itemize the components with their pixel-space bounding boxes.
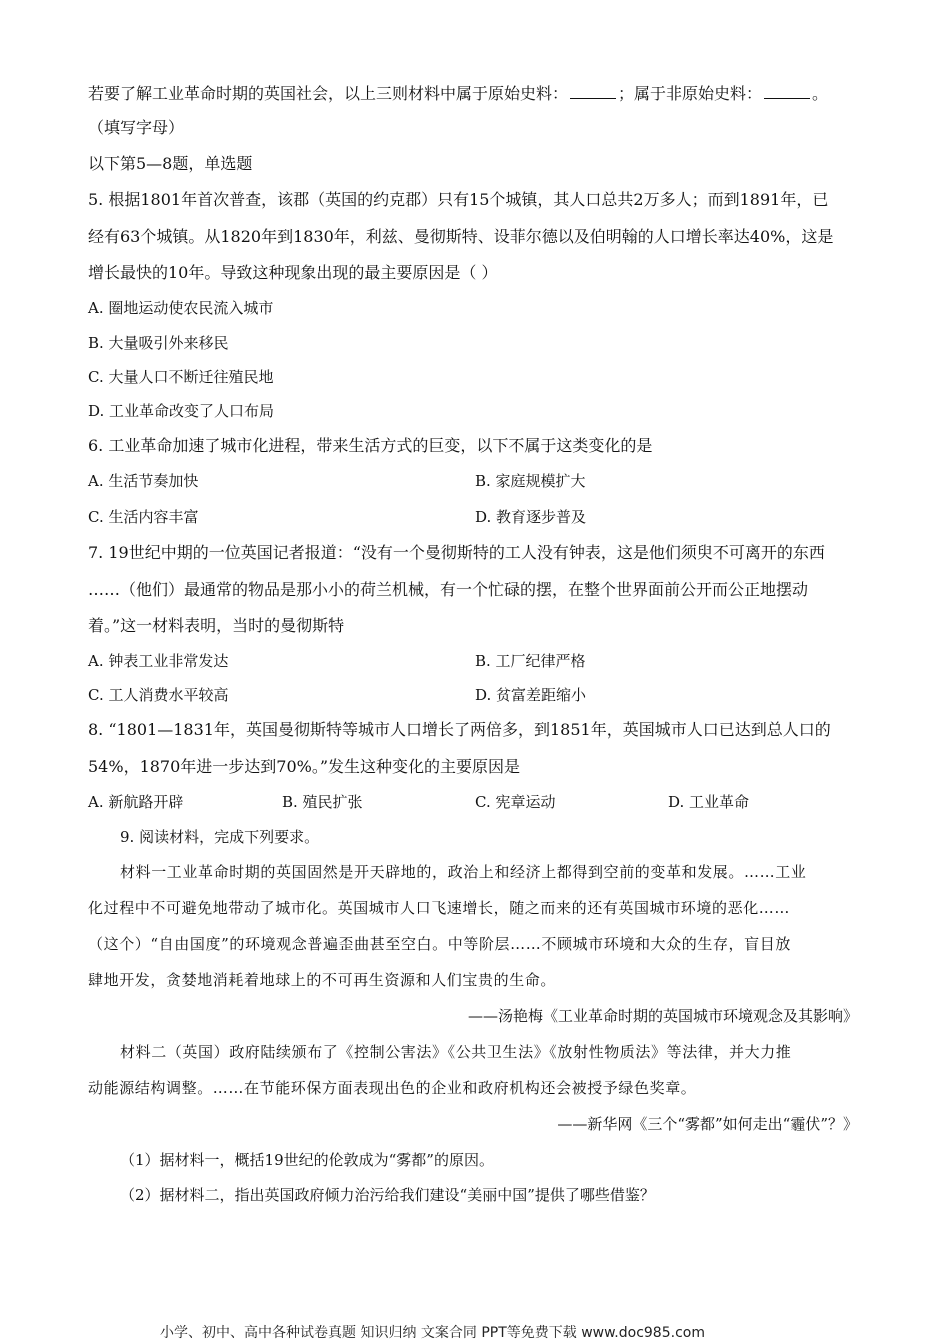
material-2-source: ——新华网《三个“雾都”如何走出“霾伏”？》 <box>557 1115 858 1133</box>
q8-option-c[interactable]: C. 宪章运动 <box>475 793 556 811</box>
q9-subquestion-2: （2）据材料二，指出英国政府倾力治污给我们建设“美丽中国”提供了哪些借鉴？ <box>120 1186 655 1204</box>
q7-option-d[interactable]: D. 贫富差距缩小 <box>475 686 587 704</box>
q8-stem-line-2: 54%，1870年进一步达到70%。”发生这种变化的主要原因是 <box>88 757 521 776</box>
q8-option-b[interactable]: B. 殖民扩张 <box>282 793 363 811</box>
q5-option-a[interactable]: A. 圈地运动使农民流入城市 <box>88 299 274 317</box>
material-1-line-1: 材料一工业革命时期的英国固然是开天辟地的，政治上和经济上都得到空前的变革和发展。……工业 <box>120 863 807 881</box>
material-1-line-3: （这个）“自由国度”的环境观念普遍歪曲甚至空白。中等阶层……不顾城市环境和大众的生存，盲目放 <box>88 935 791 953</box>
q7-stem-line-2: ……（他们）最通常的物品是那小小的荷兰机械，有一个忙碌的摆，在整个世界面前公开而公正地摆动 <box>88 580 809 599</box>
q6-option-b[interactable]: B. 家庭规模扩大 <box>475 472 586 490</box>
q6-option-c[interactable]: C. 生活内容丰富 <box>88 508 199 526</box>
q7-option-c[interactable]: C. 工人消费水平较高 <box>88 686 229 704</box>
intro-line-2: （填写字母） <box>88 118 185 137</box>
q5-stem-line-2: 经有63个城镇。从1820年到1830年，利兹、曼彻斯特、设菲尔德以及伯明翰的人口增长率达40%，这是 <box>88 227 834 246</box>
section-heading: 以下第5—8题，单选题 <box>88 154 253 173</box>
q7-stem-line-1: 7. 19世纪中期的一位英国记者报道：“没有一个曼彻斯特的工人没有钟表，这是他们须臾不可离开的东西 <box>88 543 825 562</box>
answer-blank-primary[interactable] <box>570 84 616 99</box>
q5-stem-line-1: 5. 根据1801年首次普查，该郡（英国的约克郡）只有15个城镇，其人口总共2万多人；而到1891年，已 <box>88 190 829 209</box>
q7-option-a[interactable]: A. 钟表工业非常发达 <box>88 652 229 670</box>
q7-stem-line-3: 着。”这一材料表明，当时的曼彻斯特 <box>88 616 345 635</box>
q9-title: 9. 阅读材料，完成下列要求。 <box>120 828 320 846</box>
q8-option-a[interactable]: A. 新航路开辟 <box>88 793 184 811</box>
material-1-source: ——汤艳梅《工业革命时期的英国城市环境观念及其影响》 <box>467 1007 858 1025</box>
intro-line-1: 若要了解工业革命时期的英国社会，以上三则材料中属于原始史料： ；属于非原始史料： 。 <box>88 84 829 103</box>
q7-option-b[interactable]: B. 工厂纪律严格 <box>475 652 586 670</box>
q5-option-c[interactable]: C. 大量人口不断迁往殖民地 <box>88 368 274 386</box>
q5-stem-line-3: 增长最快的10年。导致这种现象出现的最主要原因是（ ） <box>88 263 498 282</box>
q8-option-d[interactable]: D. 工业革命 <box>668 793 750 811</box>
q5-option-b[interactable]: B. 大量吸引外来移民 <box>88 334 229 352</box>
material-1-line-4: 肆地开发，贪婪地消耗着地球上的不可再生资源和人们宝贵的生命。 <box>88 971 557 989</box>
material-2-line-2: 动能源结构调整。……在节能环保方面表现出色的企业和政府机构还会被授予绿色奖章。 <box>88 1079 697 1097</box>
q9-subquestion-1: （1）据材料一，概括19世纪的伦敦成为“雾都”的原因。 <box>120 1151 494 1169</box>
page-footer: 小学、初中、高中各种试卷真题 知识归纳 文案合同 PPT等免费下载 www.doc985.com <box>160 1325 705 1341</box>
q5-option-d[interactable]: D. 工业革命改变了人口布局 <box>88 402 275 420</box>
q8-stem-line-1: 8. “1801—1831年，英国曼彻斯特等城市人口增长了两倍多，到1851年，英国城市人口已达到总人口的 <box>88 720 831 739</box>
answer-blank-secondary[interactable] <box>764 84 810 99</box>
q6-option-a[interactable]: A. 生活节奏加快 <box>88 472 199 490</box>
q6-option-d[interactable]: D. 教育逐步普及 <box>475 508 587 526</box>
material-1-line-2: 化过程中不可避免地带动了城市化。英国城市人口飞速增长，随之而来的还有英国城市环境的恶化…… <box>88 899 791 917</box>
material-2-line-1: 材料二（英国）政府陆续颁布了《控制公害法》《公共卫生法》《放射性物质法》等法律，并大力推 <box>120 1043 792 1061</box>
q6-stem-line-1: 6. 工业革命加速了城市化进程，带来生活方式的巨变，以下不属于这类变化的是 <box>88 436 653 455</box>
